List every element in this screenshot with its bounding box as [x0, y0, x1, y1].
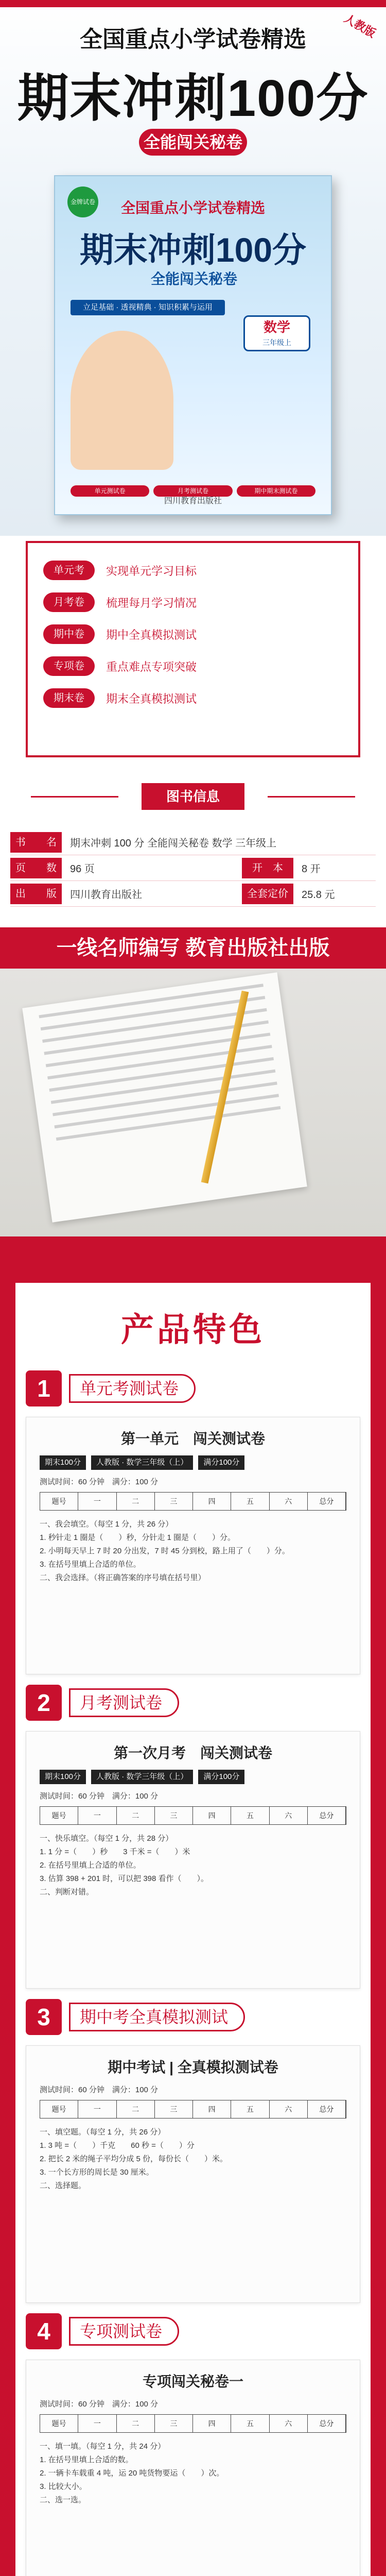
sheet-meta: 测试时间：60 分钟 满分：100 分 — [40, 1478, 159, 1486]
feature-text: 期末全真模拟测试 — [106, 692, 197, 705]
feature-badge: 单元考 — [43, 561, 95, 580]
score-grid-cell: 四 — [193, 2100, 231, 2118]
info-value: 8 开 — [302, 863, 321, 875]
section-header — [26, 1370, 360, 1406]
score-grid-cell: 六 — [270, 1807, 308, 1824]
score-grid-cell: 一 — [78, 1807, 116, 1824]
book-item: 单元测试卷 — [71, 485, 149, 497]
section-header — [26, 1685, 360, 1721]
score-grid-cell: 五 — [231, 1493, 269, 1510]
info-row — [10, 829, 376, 855]
divider-line — [31, 796, 118, 798]
feature-badge: 期中卷 — [43, 624, 95, 644]
score-grid-cell: 五 — [231, 2415, 269, 2432]
score-grid-cell: 一 — [78, 2415, 116, 2432]
sheet-line: 二、选择题。 — [40, 2181, 86, 2190]
sheet-title: 第一次月考 闯关测试卷 — [113, 1745, 272, 1761]
sheet-line: 3. 在括号里填上合适的单位。 — [40, 1560, 141, 1569]
book-info-title: 图书信息 — [142, 783, 244, 810]
book-item: 月考测试卷 — [153, 485, 232, 497]
score-grid-cell: 三 — [155, 1807, 193, 1824]
feature-text: 重点难点专项突破 — [106, 660, 197, 673]
photo-heading: 一线名师编写 教育出版社出版 — [0, 927, 386, 969]
info-row — [10, 881, 376, 907]
feature-text: 实现单元学习目标 — [106, 564, 197, 578]
book-item: 期中期末测试卷 — [237, 485, 315, 497]
section-name: 期中考全真模拟测试 — [69, 2003, 245, 2031]
feature-row — [43, 685, 343, 711]
sample-sheet — [26, 2360, 360, 2576]
sheet-line: 2. 一辆卡车载重 4 吨，运 20 吨货物要运（ ）次。 — [40, 2469, 224, 2478]
score-grid-cell: 三 — [155, 2415, 193, 2432]
sheet-line: 3. 一个长方形的周长是 30 厘米。 — [40, 2168, 154, 2177]
sheet-meta: 测试时间：60 分钟 满分：100 分 — [40, 2086, 159, 2094]
score-grid — [40, 1492, 346, 1511]
info-value: 期末冲刺 100 分 全能闯关秘卷 数学 三年级上 — [70, 838, 277, 849]
info-value: 25.8 元 — [302, 889, 335, 901]
sheet-tag: 满分100分 — [198, 1455, 244, 1470]
divider-line — [268, 796, 355, 798]
section-header — [26, 2313, 360, 2349]
section-name: 月考测试卷 — [69, 1688, 179, 1717]
score-grid-cell: 三 — [155, 2100, 193, 2118]
score-grid-cell: 题号 — [40, 2415, 78, 2432]
info-label: 页 数 — [10, 858, 62, 878]
feature-text: 期中全真模拟测试 — [106, 628, 197, 641]
sheet-tag: 期末100分 — [40, 1455, 86, 1470]
info-label: 全套定价 — [242, 884, 293, 904]
section-number: 2 — [26, 1685, 62, 1721]
score-grid-cell: 题号 — [40, 2100, 78, 2118]
feature-badge: 期末卷 — [43, 688, 95, 708]
sheet-tags — [40, 1455, 346, 1470]
sheet-meta: 测试时间：60 分钟 满分：100 分 — [40, 2400, 159, 2409]
feature-section — [26, 1999, 360, 2303]
feature-badge: 专项卷 — [43, 656, 95, 676]
score-grid-cell: 五 — [231, 1807, 269, 1824]
sheet-line: 3. 比较大小。 — [40, 2482, 87, 2491]
score-grid-cell: 二 — [117, 1493, 155, 1510]
feature-section — [26, 1370, 360, 1674]
sheet-line: 一、填一填。（每空 1 分，共 24 分） — [40, 2442, 166, 2451]
sheet-line: 1. 3 吨 =（ ）千克 60 秒 =（ ）分 — [40, 2141, 195, 2150]
sheet-tags — [40, 1770, 346, 1784]
sheet-tag: 期末100分 — [40, 1770, 86, 1784]
sheet-line: 1. 1 分 =（ ）秒 3 千米 =（ ）米 — [40, 1848, 190, 1856]
sheet-tag: 人教版 · 数学三年级（上） — [91, 1770, 193, 1784]
score-grid-cell: 六 — [270, 2100, 308, 2118]
score-grid-cell: 总分 — [308, 1493, 346, 1510]
paper-image — [22, 972, 307, 1222]
info-value: 四川教育出版社 — [70, 889, 142, 901]
score-grid-cell: 总分 — [308, 2415, 346, 2432]
score-grid-cell: 四 — [193, 1493, 231, 1510]
section-name: 单元考测试卷 — [69, 1374, 196, 1403]
score-grid-cell: 五 — [231, 2100, 269, 2118]
section-header — [26, 1999, 360, 2035]
feature-row — [43, 653, 343, 679]
score-grid-cell: 一 — [78, 1493, 116, 1510]
section-name: 专项测试卷 — [69, 2317, 179, 2346]
info-label: 出 版 — [10, 884, 62, 904]
feature-list — [26, 541, 360, 757]
book-cover-title: 期末冲刺100分 — [79, 231, 307, 269]
score-grid-cell: 一 — [78, 2100, 116, 2118]
score-grid-cell: 二 — [117, 2100, 155, 2118]
sheet-line: 二、我会选择。（将正确答案的序号填在括号里） — [40, 1573, 206, 1582]
info-row — [10, 855, 376, 881]
sheet-line: 1. 在括号里填上合适的数。 — [40, 2455, 133, 2464]
feature-text: 梳理每月学习情况 — [106, 596, 197, 609]
book-grade: 三年级上 — [262, 338, 291, 347]
sheet-line: 2. 把长 2 米的绳子平均分成 5 份，每份长（ ）米。 — [40, 2155, 228, 2163]
hero-subtitle: 全国重点小学试卷精选 — [80, 27, 306, 52]
product-features — [0, 1267, 386, 2576]
hero-pill: 全能闯关秘卷 — [139, 129, 247, 156]
book-subject: 数学 — [263, 319, 290, 335]
score-grid — [40, 2414, 346, 2433]
feature-section — [26, 2313, 360, 2576]
sheet-line: 1. 秒针走 1 圈是（ ）秒，分针走 1 圈是（ ）分。 — [40, 1533, 236, 1542]
product-photo — [0, 969, 386, 1236]
hero-section — [0, 0, 386, 536]
hero-top-bar — [0, 0, 386, 7]
info-value: 96 页 — [70, 863, 95, 875]
product-features-title: 产品特色 — [121, 1311, 265, 1348]
sheet-line: 二、判断对错。 — [40, 1888, 94, 1896]
sheet-line: 一、快乐填空。（每空 1 分，共 28 分） — [40, 1834, 173, 1843]
book-cover — [54, 175, 332, 515]
feature-badge: 月考卷 — [43, 592, 95, 612]
sheet-line: 3. 估算 398 + 201 时，可以把 398 看作（ ）。 — [40, 1874, 209, 1883]
score-grid-cell: 二 — [117, 1807, 155, 1824]
book-publisher: 四川教育出版社 — [164, 497, 222, 505]
info-label: 开 本 — [242, 858, 293, 878]
sample-sheet — [26, 1731, 360, 1989]
sheet-meta: 测试时间：60 分钟 满分：100 分 — [40, 1792, 159, 1801]
sheet-title: 第一单元 闯关测试卷 — [120, 1431, 265, 1447]
sheet-line: 2. 在括号里填上合适的单位。 — [40, 1861, 141, 1870]
sheet-title: 专项闯关秘卷一 — [142, 2374, 243, 2389]
book-info-table — [10, 829, 376, 907]
feature-row — [43, 557, 343, 583]
score-grid-cell: 四 — [193, 1807, 231, 1824]
score-grid-cell: 三 — [155, 1493, 193, 1510]
sheet-line: 一、填空题。（每空 1 分，共 26 分） — [40, 2128, 166, 2137]
book-cover-illustration — [71, 331, 173, 470]
section-number: 3 — [26, 1999, 62, 2035]
sheet-line: 2. 小明每天早上 7 时 20 分出发，7 时 45 分到校，路上用了（ ）分。 — [40, 1547, 290, 1555]
feature-row — [43, 589, 343, 615]
feature-section — [26, 1685, 360, 1989]
book-logo: 金牌试卷 — [67, 187, 98, 217]
section-number: 1 — [26, 1370, 62, 1406]
sheet-tag: 满分100分 — [198, 1770, 244, 1784]
score-grid-cell: 题号 — [40, 1807, 78, 1824]
score-grid-cell: 四 — [193, 2415, 231, 2432]
score-grid-cell: 六 — [270, 2415, 308, 2432]
sheet-title: 期中考试 | 全真模拟测试卷 — [108, 2059, 278, 2075]
sheet-line: 一、我会填空。（每空 1 分，共 26 分） — [40, 1520, 173, 1529]
photo-strip — [0, 1236, 386, 1267]
score-grid-cell: 六 — [270, 1493, 308, 1510]
book-cover-badge: 立足基础 · 透视精典 · 知识积累与运用 — [71, 300, 225, 315]
book-cover-sub: 全能闯关秘卷 — [150, 271, 237, 287]
score-grid-cell: 总分 — [308, 2100, 346, 2118]
score-grid-cell: 总分 — [308, 1807, 346, 1824]
section-number: 4 — [26, 2313, 62, 2349]
sample-sheet — [26, 2045, 360, 2303]
book-subject-label — [243, 315, 310, 351]
product-features-panel — [15, 1283, 371, 2576]
score-grid-cell: 题号 — [40, 1493, 78, 1510]
score-grid — [40, 1806, 346, 1825]
feature-row — [43, 621, 343, 647]
edition-stamp: 人教版 — [342, 11, 378, 40]
score-grid-cell: 二 — [117, 2415, 155, 2432]
score-grid — [40, 2100, 346, 2119]
info-label: 书 名 — [10, 832, 62, 853]
sheet-tag: 人教版 · 数学三年级（上） — [91, 1455, 193, 1470]
sample-sheet — [26, 1417, 360, 1674]
book-cover-sup: 全国重点小学试卷精选 — [120, 200, 265, 216]
hero-title: 期末冲刺100分 — [17, 70, 369, 127]
sheet-line: 二、选一选。 — [40, 2496, 86, 2504]
